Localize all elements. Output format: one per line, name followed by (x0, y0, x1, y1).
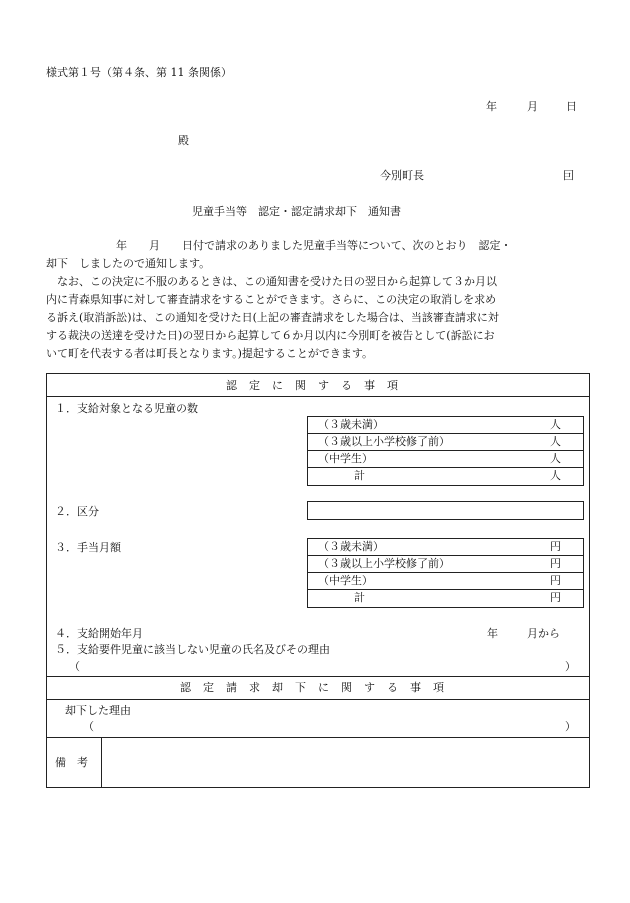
child-count-row: （中学生） 人 (308, 451, 583, 468)
details-table (46, 373, 590, 788)
item-child-count-label: １．支給対象となる児童の数 (55, 402, 198, 415)
child-count-total-row: 計 人 (354, 469, 561, 482)
amount-row: （３歳未満） 円 (308, 539, 583, 556)
body-line-7: いて町を代表する者は町長となります。)提起することができます。 (46, 347, 374, 360)
date-day-label: 日 (566, 100, 577, 113)
category-input-box (307, 501, 584, 520)
date-year-label: 年 (486, 100, 497, 113)
divider (47, 396, 589, 397)
divider (47, 699, 589, 700)
body-line-5: る訴え(取消訴訟)は、この通知を受けた日(上記の審査請求をした場合は、当該審査請求に対 (46, 311, 499, 324)
paren-close: ） (565, 720, 576, 733)
item-ineligible-children-label: ５．支給要件児童に該当しない児童の氏名及びその理由 (55, 643, 330, 656)
start-year-label: 年 (487, 627, 498, 640)
item-monthly-amount-label: ３．手当月額 (55, 541, 121, 554)
paren-open: （ (83, 720, 94, 733)
child-count-row: （３歳以上小学校修了前） 人 (308, 434, 583, 451)
divider (47, 737, 589, 738)
amount-total-row: 計 円 (354, 591, 561, 604)
form-number: 様式第１号（第４条、第 11 条関係） (46, 66, 232, 79)
paren-close: ） (565, 660, 576, 673)
body-paragraph (46, 237, 590, 363)
document-title: 児童手当等 認定・認定請求却下 通知書 (192, 205, 401, 218)
body-line-4: 内に青森県知事に対して審査請求をすることができます。さらに、この決定の取消しを求め (46, 293, 497, 306)
body-year: 年 (116, 239, 127, 252)
body-line-1: 年 月 日付で請求のありました児童手当等について、次のとおり 認定・ (116, 239, 512, 252)
body-line-6: する裁決の送達を受けた日)の翌日から起算して６か月以内に今別町を被告として(訴訟にお (46, 329, 495, 342)
seal-mark: 囙 (563, 169, 574, 182)
remarks-label: 備 考 (55, 756, 88, 769)
rejection-reason-label: 却下した理由 (65, 704, 131, 717)
start-month-suffix: 月から (527, 627, 560, 640)
item-start-month-label: ４．支給開始年月 (55, 627, 143, 640)
amount-row: （３歳以上小学校修了前） 円 (308, 556, 583, 573)
body-line-2: 却下 しましたので通知します。 (46, 257, 211, 270)
issuer-name: 今別町長 (380, 169, 424, 182)
child-count-subtable (307, 416, 584, 486)
paren-open: （ (69, 660, 80, 673)
section-header-certification: 認定に関する事項 (226, 379, 410, 392)
item-category-label: ２．区分 (55, 505, 99, 518)
date-month-label: 月 (527, 100, 538, 113)
divider (47, 676, 589, 677)
body-month: 月 (149, 239, 160, 252)
monthly-amount-subtable (307, 538, 584, 608)
addressee-suffix: 殿 (178, 134, 189, 147)
remarks-divider (101, 737, 102, 788)
child-count-row: （３歳未満） 人 (308, 417, 583, 434)
body-line-3: なお、この決定に不服のあるときは、この通知書を受けた日の翌日から起算して３か月以 (46, 275, 497, 288)
amount-row: （中学生） 円 (308, 573, 583, 590)
section-header-rejection: 認定請求却下に関する事項 (180, 681, 456, 694)
